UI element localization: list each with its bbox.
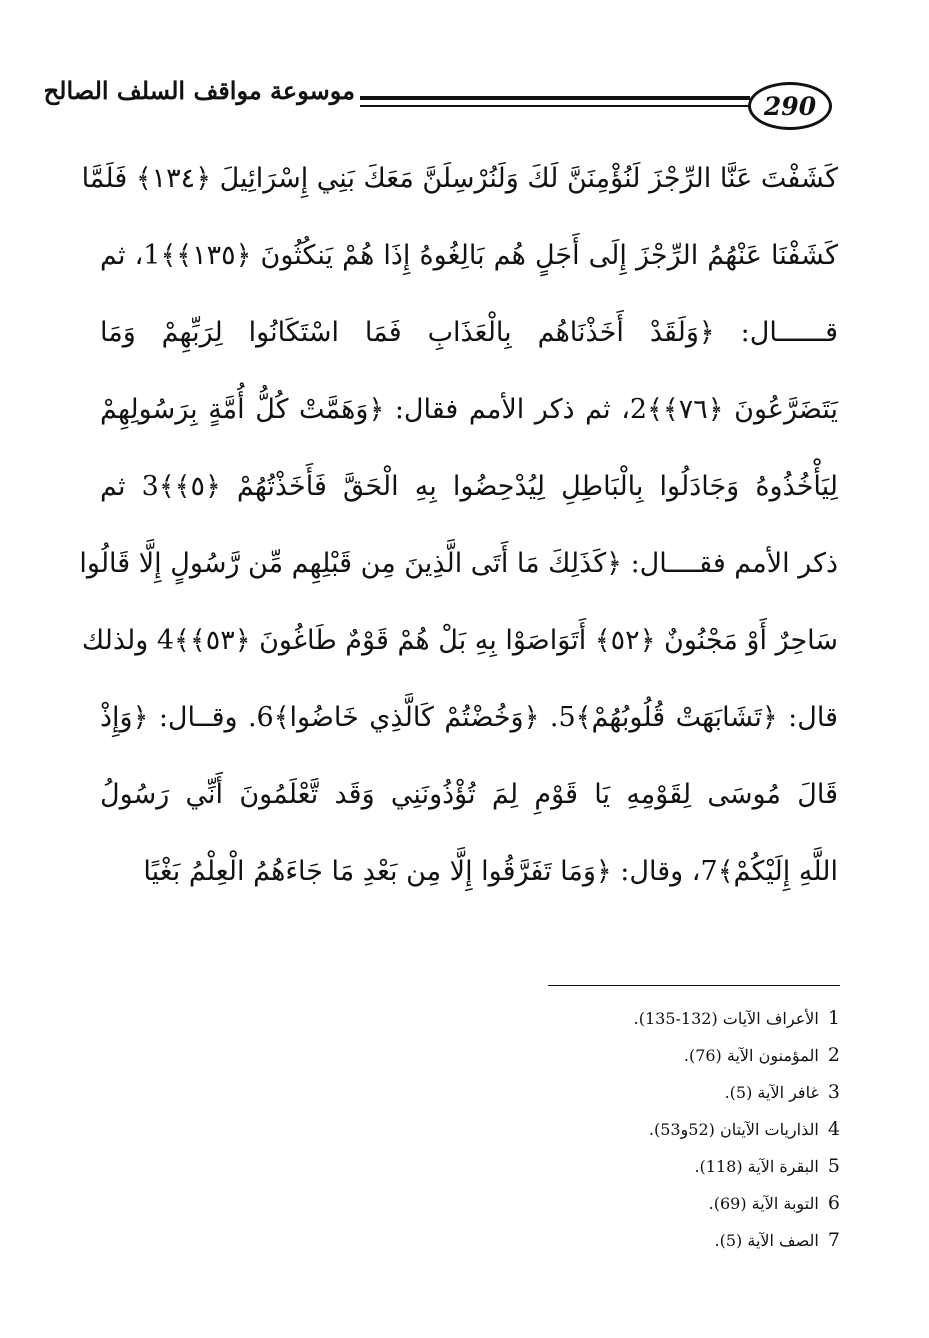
footnote-text: الأعراف الآيات (132-135). bbox=[633, 1009, 819, 1028]
header-rule-thick bbox=[360, 96, 750, 100]
text-line: لِيَأْخُذُوهُ وَجَادَلُوا بِالْبَاطِلِ لِيُدْحِضُوا بِهِ الْحَقَّ فَأَخَذْتُهُمْ ﴿٥﴾﴾3 ثم bbox=[100, 471, 838, 502]
page-header bbox=[0, 60, 929, 140]
footnote-text: البقرة الآية (118). bbox=[694, 1157, 819, 1176]
footnote-number: 7 bbox=[827, 1229, 840, 1251]
footnote bbox=[400, 1074, 840, 1111]
footnote bbox=[400, 1037, 840, 1074]
text-line: كَشَفْتَ عَنَّا الرِّجْزَ لَنُؤْمِنَنَّ لَكَ وَلَنُرْسِلَنَّ مَعَكَ بَنِي إِسْرَائِيلَ ﴿١٣٤﴾ فَلَمَّا bbox=[81, 163, 838, 194]
footnote bbox=[400, 1148, 840, 1185]
footnote-number: 4 bbox=[827, 1118, 840, 1140]
header-rule-thin bbox=[360, 105, 750, 107]
footnote-text: الذاريات الآيتان (52و53). bbox=[648, 1120, 819, 1139]
footnote-text: الصف الآية (5). bbox=[714, 1231, 819, 1250]
footnote-text: غافر الآية (5). bbox=[724, 1083, 819, 1102]
footnotes bbox=[400, 1000, 840, 1259]
footnote-number: 6 bbox=[827, 1192, 840, 1214]
text-line: ذكر الأمم فقــــال: ﴿كَذَلِكَ مَا أَتَى الَّذِينَ مِن قَبْلِهِم مِّن رَّسُولٍ إِلَّا قَالُوا bbox=[79, 548, 838, 579]
text-line: قال: ﴿تَشَابَهَتْ قُلُوبُهُمْ﴾5. ﴿وَخُضْتُمْ كَالَّذِي خَاضُوا﴾6. وقــال: ﴿وَإِذْ bbox=[100, 702, 839, 733]
text-line: اللَّهِ إِلَيْكُمْ﴾7، وقال: ﴿وَمَا تَفَرَّقُوا إِلَّا مِن بَعْدِ مَا جَاءَهُمُ الْعِلْمُ بَغْيًا bbox=[143, 856, 838, 887]
footnote-number: 2 bbox=[827, 1044, 840, 1066]
footnote bbox=[400, 1185, 840, 1222]
text-line: كَشَفْنَا عَنْهُمُ الرِّجْزَ إِلَى أَجَلٍ هُم بَالِغُوهُ إِذَا هُمْ يَنكُثُونَ ﴿١٣٥﴾﴾1، ثم bbox=[100, 240, 838, 271]
footnote-separator bbox=[548, 985, 840, 986]
body-text bbox=[79, 140, 839, 910]
footnote-text: التوبة الآية (69). bbox=[708, 1194, 819, 1213]
footnote-number: 5 bbox=[827, 1155, 840, 1177]
text-line: قــــــال: ﴿وَلَقَدْ أَخَذْنَاهُم بِالْعَذَابِ فَمَا اسْتَكَانُوا لِرَبِّهِمْ وَمَا bbox=[100, 317, 838, 348]
book-title: موسوعة مواقف السلف الصالح bbox=[43, 76, 355, 105]
footnote bbox=[400, 1222, 840, 1259]
text-line: يَتَضَرَّعُونَ ﴿٧٦﴾﴾2، ثم ذكر الأمم فقال: ﴿وَهَمَّتْ كُلُّ أُمَّةٍ بِرَسُولِهِمْ bbox=[100, 394, 838, 425]
footnote bbox=[400, 1111, 840, 1148]
page-number: 290 bbox=[748, 82, 832, 130]
footnote-number: 1 bbox=[827, 1007, 840, 1029]
text-line: سَاحِرٌ أَوْ مَجْنُونٌ ﴿٥٢﴾ أَتَوَاصَوْا بِهِ بَلْ هُمْ قَوْمٌ طَاغُونَ ﴿٥٣﴾﴾4 ولذلك bbox=[81, 625, 838, 656]
footnote bbox=[400, 1000, 840, 1037]
footnote-text: المؤمنون الآية (76). bbox=[683, 1046, 819, 1065]
footnote-number: 3 bbox=[827, 1081, 840, 1103]
text-line: قَالَ مُوسَى لِقَوْمِهِ يَا قَوْمِ لِمَ تُؤْذُونَنِي وَقَد تَّعْلَمُونَ أَنِّي رَسُولُ bbox=[100, 779, 838, 810]
